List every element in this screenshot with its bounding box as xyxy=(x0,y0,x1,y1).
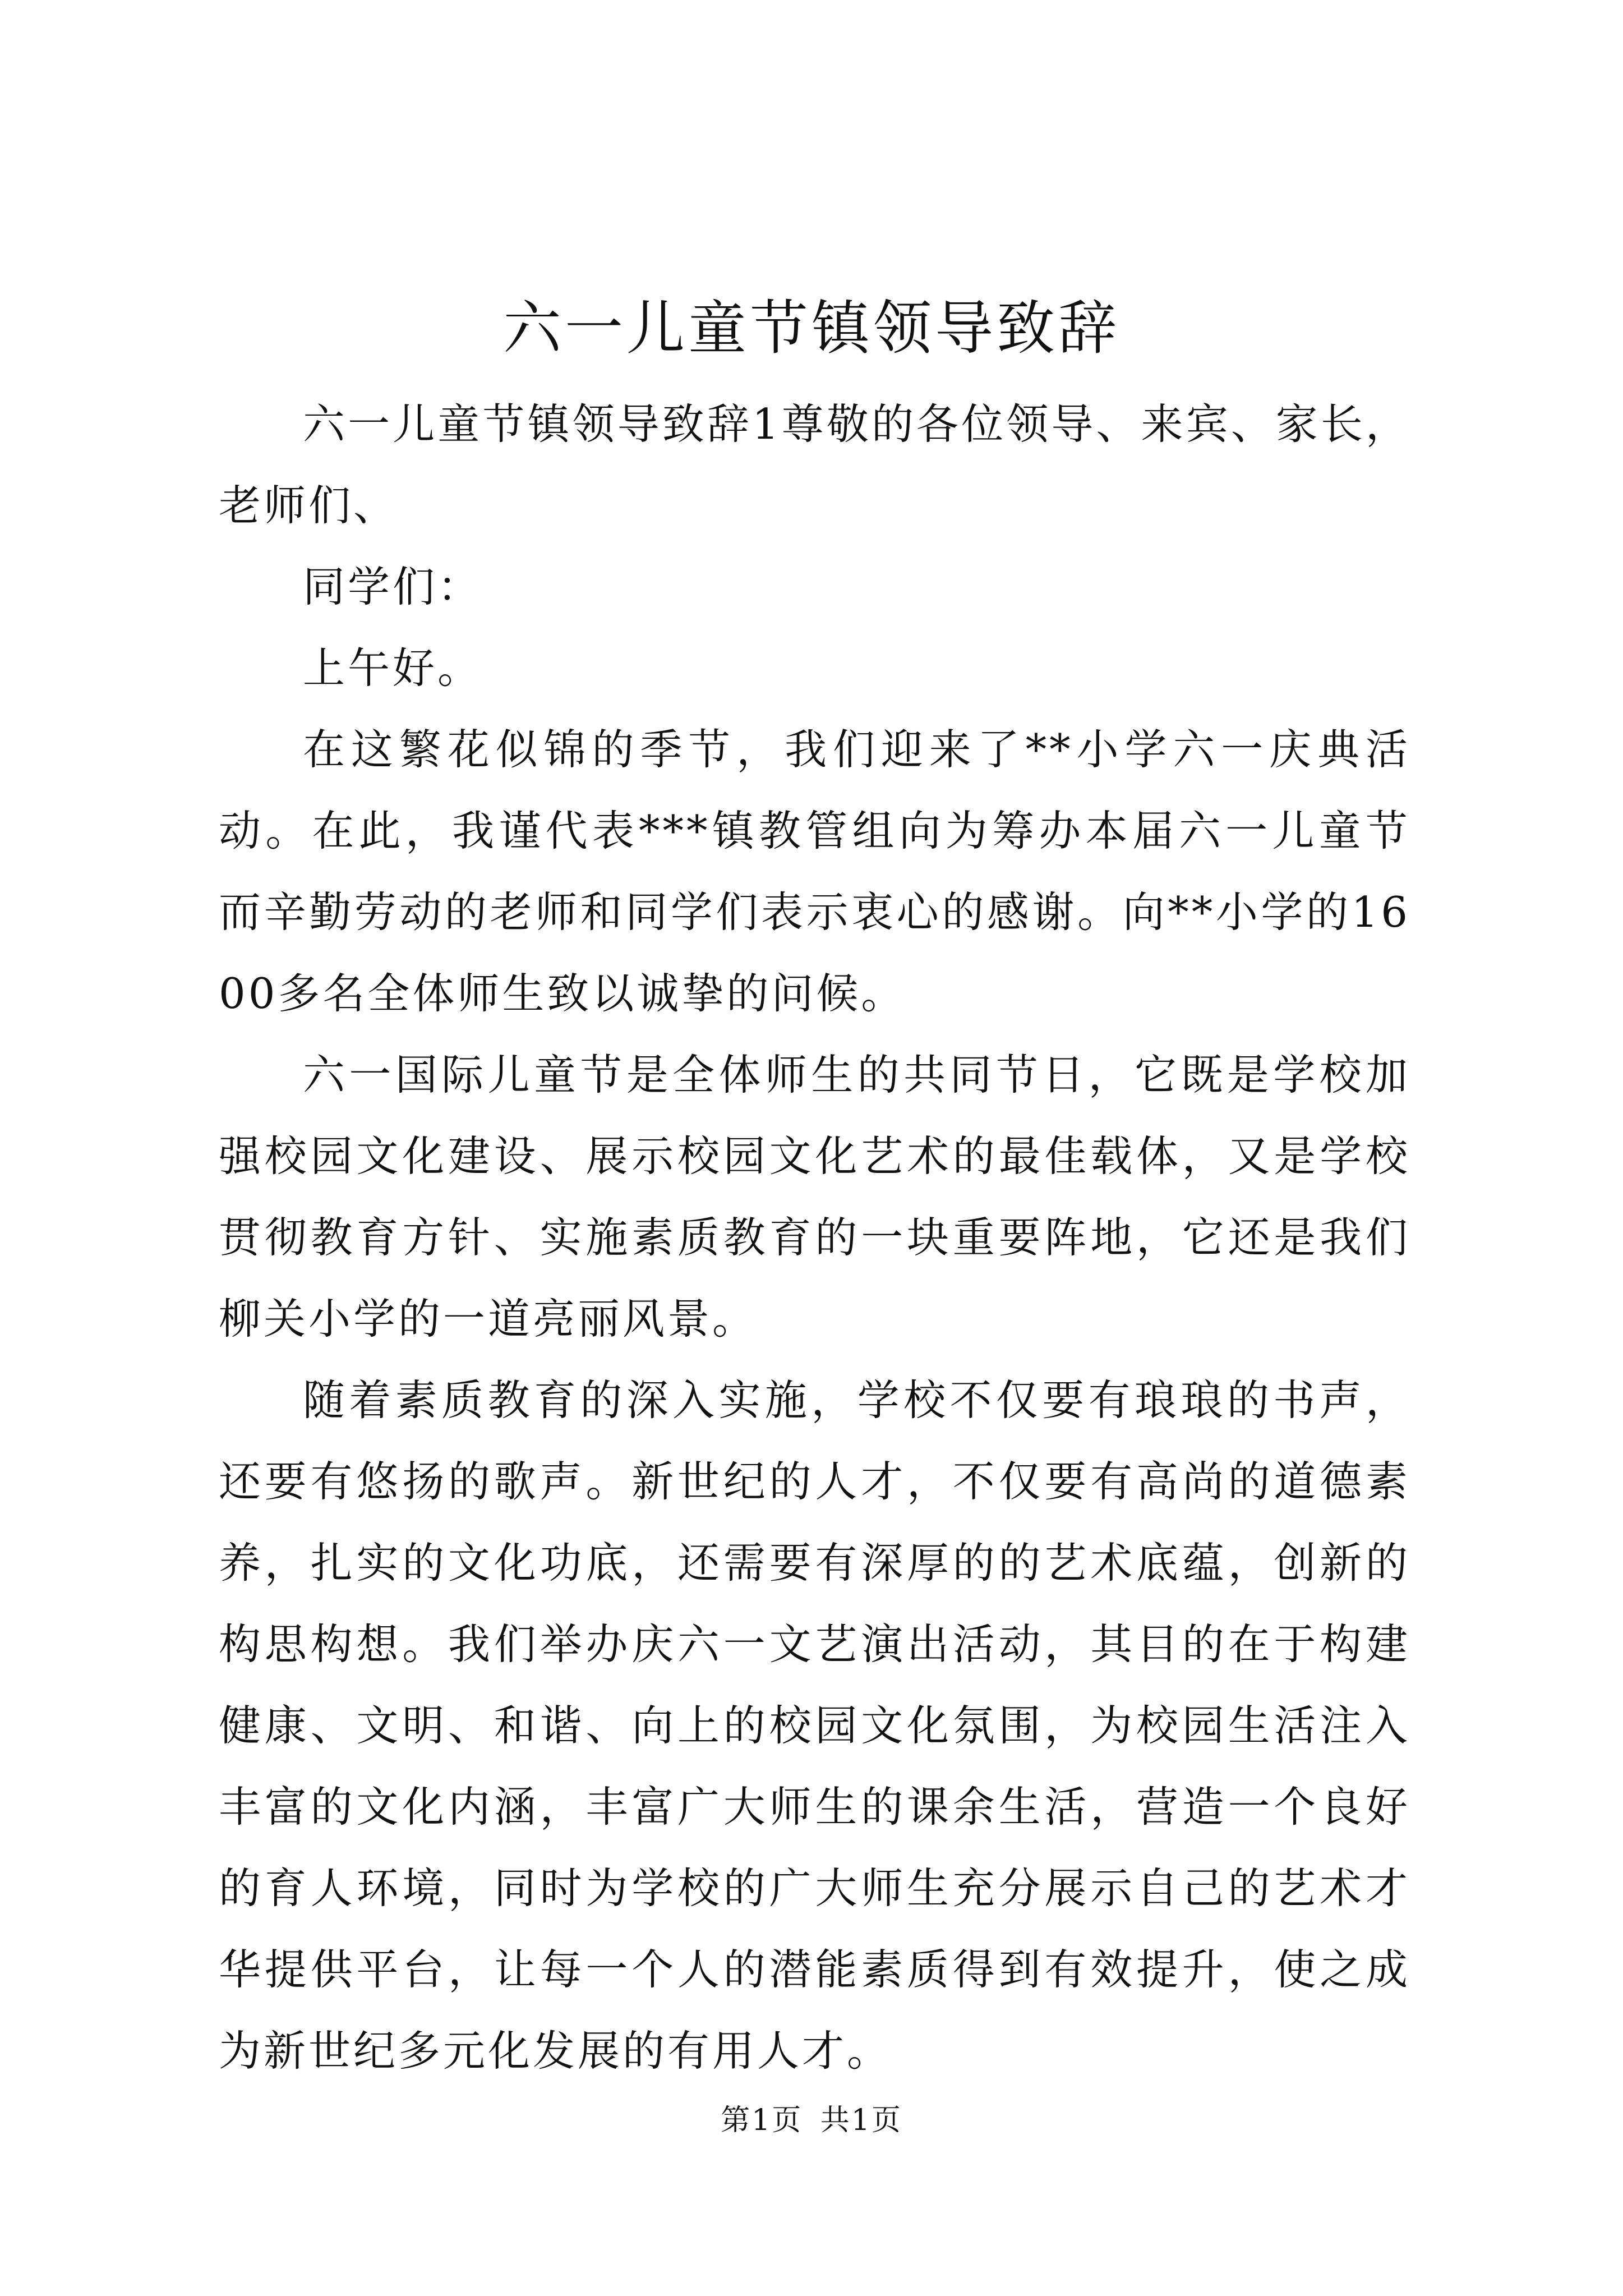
paragraph-education: 随着素质教育的深入实施，学校不仅要有琅琅的书声，还要有悠扬的歌声。新世纪的人才，不仅要有高尚的道德素养，扎实的文化功底，还需要有深厚的的艺术底蕴，创新的构思构想。我们举办庆六一文艺演出活动，其目的在于构建健康、文明、和谐、向上的校园文化氛围，为校园生活注入丰富的文化内涵，丰富广大师生的课余生活，营造一个良好的育人环境，同时为学校的广大师生充分展示自己的艺术才华提供平台，让每一个人的潜能素质得到有效提升，使之成为新世纪多元化发展的有用人才。 xyxy=(219,1375,1410,2076)
paragraph-opening: 六一儿童节镇领导致辞1尊敬的各位领导、来宾、家长，老师们、 xyxy=(219,399,1410,530)
page-total: 共1页 xyxy=(820,2104,902,2137)
document-body xyxy=(219,384,1410,2092)
paragraph-festival: 六一国际儿童节是全体师生的共同节日，它既是学校加强校园文化建设、展示校园文化艺术的最佳载体，又是学校贯彻教育方针、实施素质教育的一块重要阵地，它还是我们柳关小学的一道亮丽风景。 xyxy=(219,1050,1410,1343)
document-title: 六一儿童节镇领导致辞 xyxy=(502,294,1120,362)
page-number: 第1页 xyxy=(721,2104,803,2137)
paragraph-greeting: 上午好。 xyxy=(303,643,483,693)
paragraph-salutation: 同学们： xyxy=(303,562,483,611)
paragraph-thanks: 在这繁花似锦的季节，我们迎来了**小学六一庆典活动。在此，我谨代表***镇教管组向为筹办本届六一儿童节而辛勤劳动的老师和同学们表示衷心的感谢。向**小学的1600多名全体师生致以诚挚的问候。 xyxy=(219,725,1410,1018)
page-footer xyxy=(0,2098,1623,2143)
